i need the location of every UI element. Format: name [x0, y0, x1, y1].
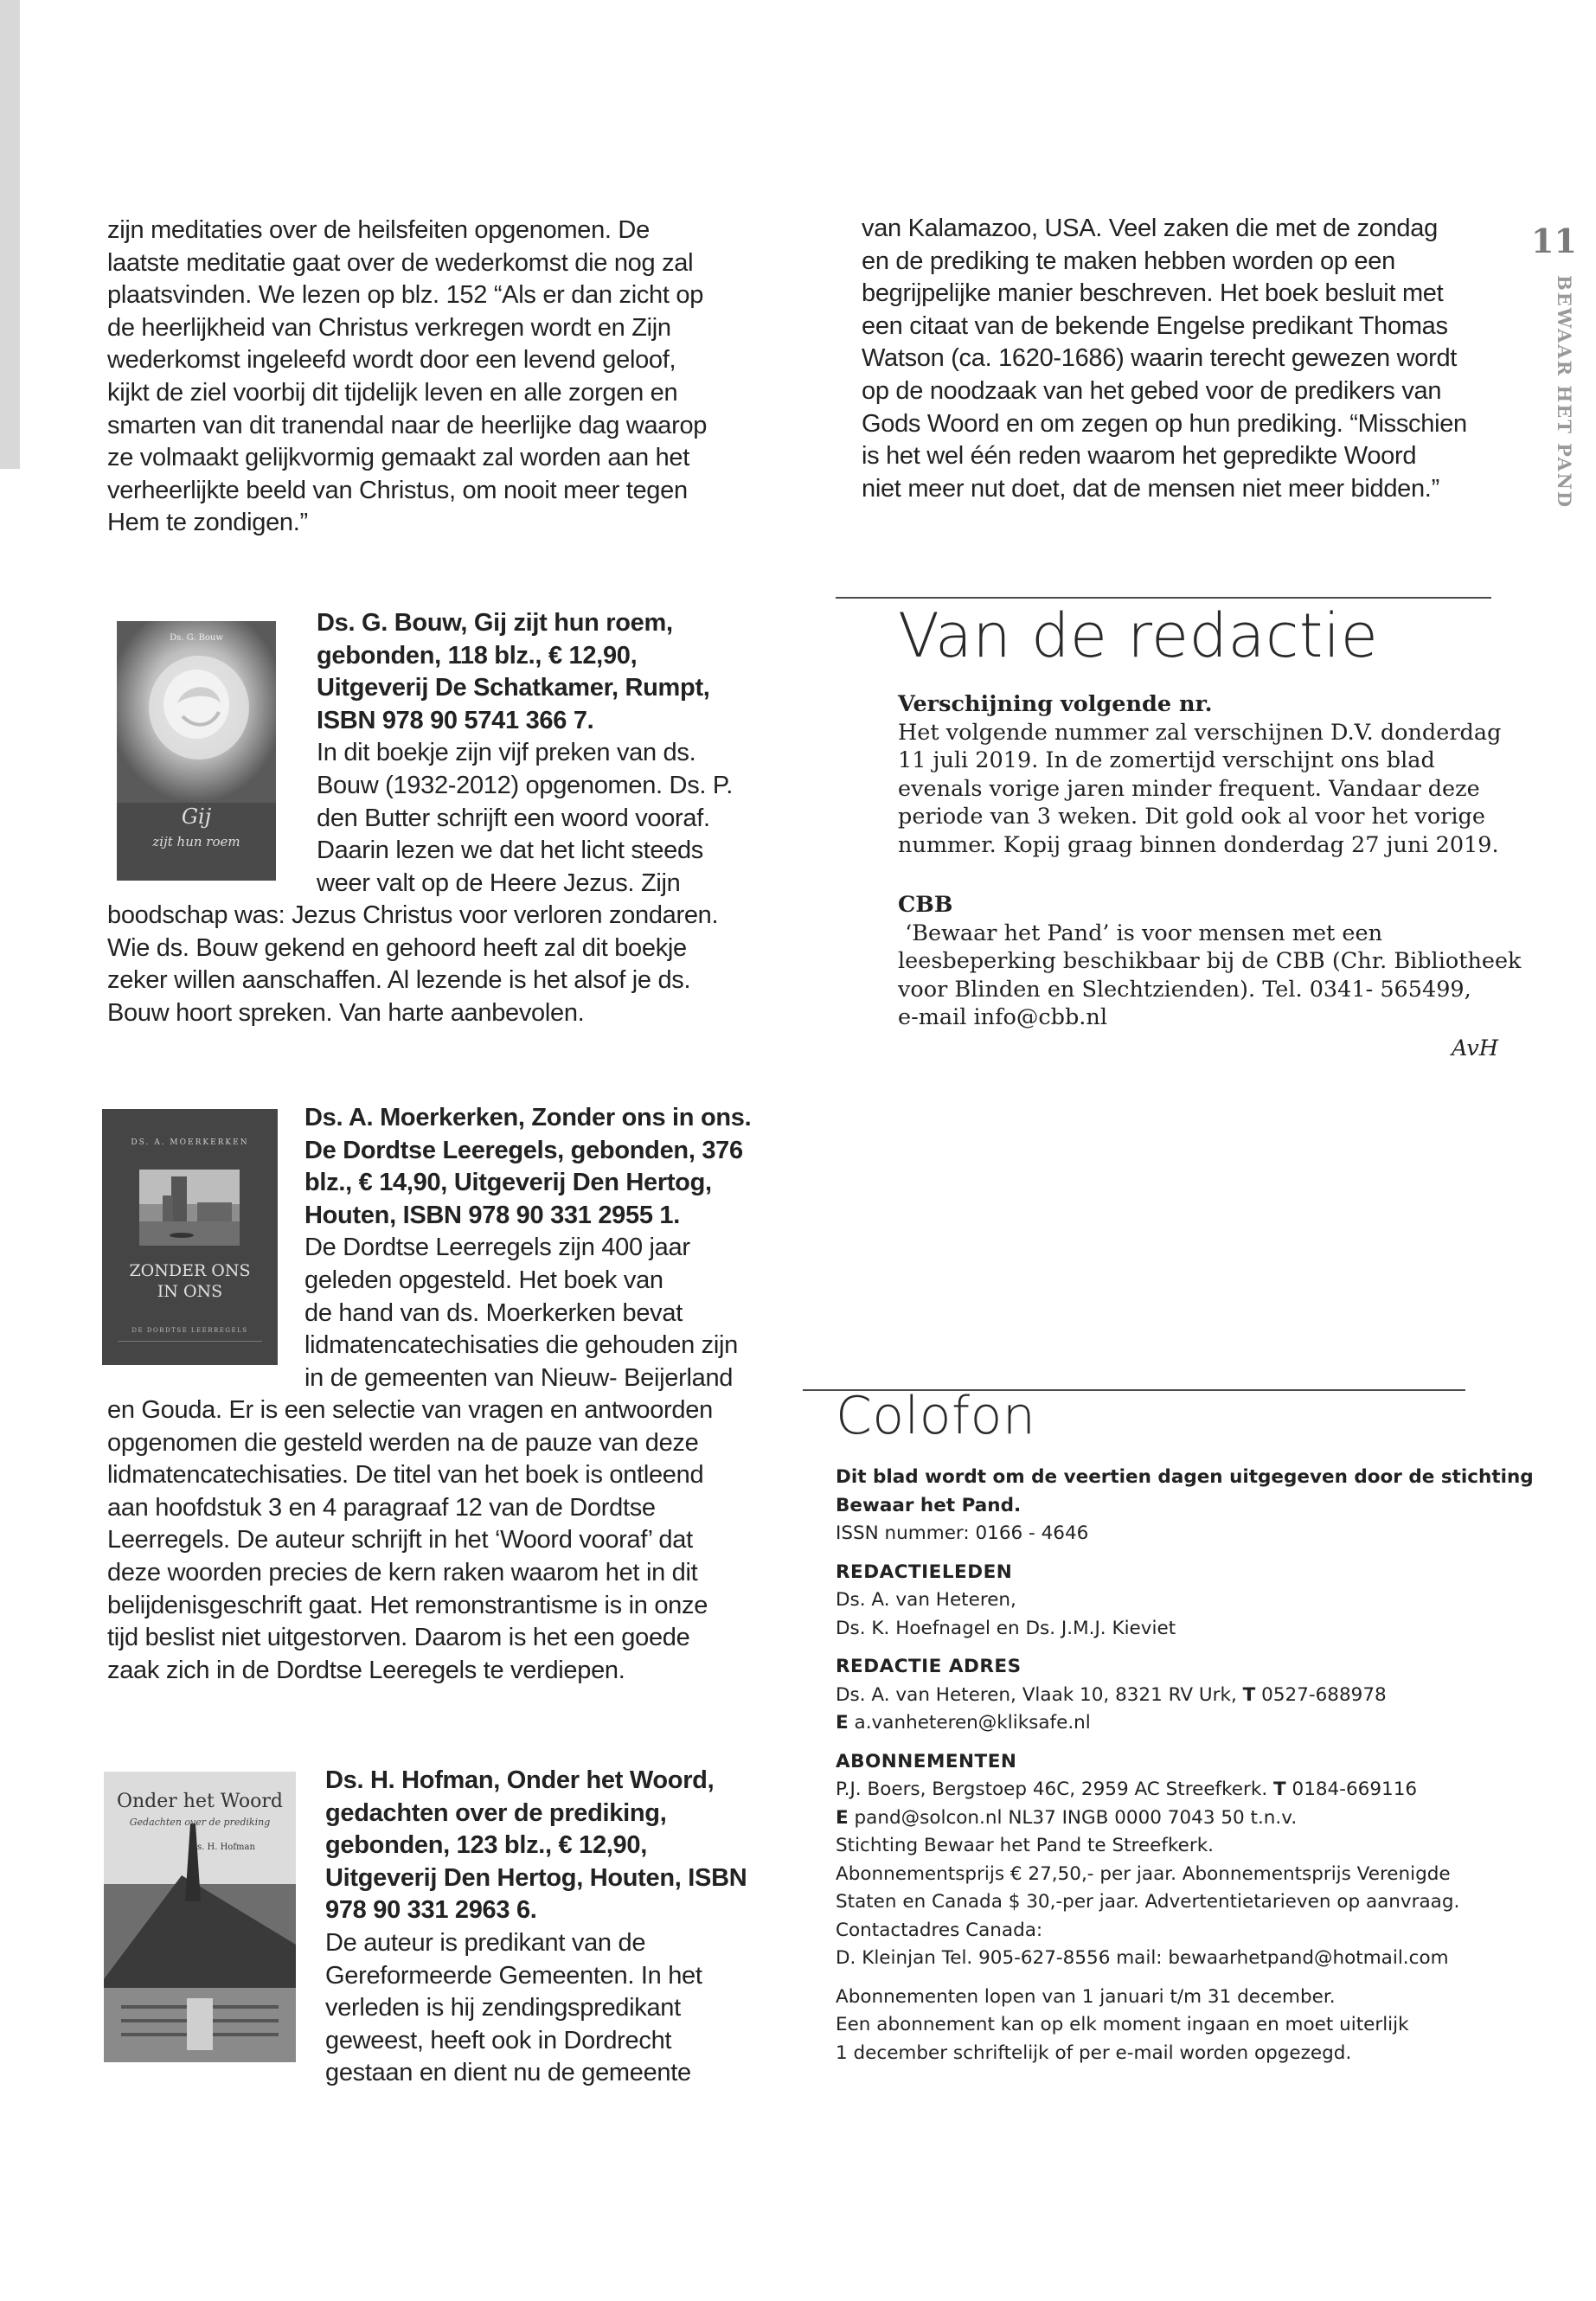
text-line: niet meer nut doet, dat de mensen niet meer bidden.” — [862, 474, 1439, 503]
cover-author: Ds. H. Hofman — [190, 1843, 255, 1852]
cover-title: Onder het Woord — [116, 1791, 284, 1812]
book-bold-line: Houten, ISBN 978 90 331 2955 1. — [304, 1201, 680, 1229]
phone-label: T — [1273, 1779, 1286, 1800]
text-line: wederkomst ingeleefd wordt door een levend geloof, — [107, 346, 676, 375]
book-bold-line: Ds. A. Moerkerken, Zonder ons in ons. — [304, 1104, 752, 1131]
text-line: tijd beslist niet uitgestorven. Daarom is het een goede — [107, 1624, 690, 1652]
running-head: BEWAAR HET PAND — [1554, 275, 1575, 510]
text-line: begrijpelijke manier beschreven. Het boek besluit met — [862, 279, 1444, 308]
text-line: Abonnementsprijs € 27,50,- per jaar. Abonnementsprijs Verenigde — [836, 1862, 1451, 1885]
text-line: gestaan en dient nu de gemeente — [325, 2059, 691, 2087]
text-line: Staten en Canada $ 30,-per jaar. Advertentietarieven op aanvraag. — [836, 1891, 1460, 1913]
section-divider — [836, 597, 1491, 599]
book-bold-line: gedachten over de prediking, — [325, 1798, 667, 1827]
text-line: voor Blinden en Slechtzienden). Tel. 0341- 565499, — [898, 976, 1471, 1003]
cover-title: ZONDER ONS — [129, 1261, 251, 1280]
book-cover-hofman — [104, 1772, 296, 2062]
text-line: Ds. K. Hoefnagel en Ds. J.M.J. Kieviet — [836, 1617, 1176, 1639]
book-bold-line: Ds. H. Hofman, Onder het Woord, — [325, 1766, 715, 1794]
text-line: lidmatencatechisaties. De titel van het boek is ontleend — [107, 1461, 704, 1490]
book-bold-line: De Dordtse Leeregels, gebonden, 376 — [304, 1136, 743, 1164]
book-bold-line: gebonden, 118 blz., € 12,90, — [317, 641, 638, 670]
text-line: verheerlijkte beeld van Christus, om nooit meer tegen — [107, 476, 688, 504]
text-line: Gereformeerde Gemeenten. In het — [325, 1961, 702, 1990]
cover-title-line2: IN ONS — [157, 1282, 223, 1301]
right-intro-paragraph — [862, 213, 1467, 505]
book-bold-line: blz., € 14,90, Uitgeverij Den Hertog, — [304, 1169, 712, 1197]
text-line: een citaat van de bekende Engelse predikant Thomas — [862, 311, 1448, 340]
text-line: verleden is hij zendingspredikant — [325, 1994, 681, 2022]
issn-number: ISSN nummer: 0166 - 4646 — [836, 1522, 1089, 1544]
book-cover-moerkerken — [102, 1109, 278, 1365]
email-line — [836, 1709, 1519, 1738]
cover-title: Gij — [181, 804, 212, 829]
text-line: e-mail info@cbb.nl — [898, 1004, 1107, 1030]
text-line: Het volgende nummer zal verschijnen D.V. donderdag — [898, 719, 1502, 746]
email-label: E — [836, 1712, 849, 1734]
text-line: Een abonnement kan op elk moment ingaan en moet uiterlijk — [836, 2014, 1409, 2035]
redactie-signature: AvH — [1452, 1035, 1499, 1061]
email-address: a.vanheteren@kliksafe.nl — [854, 1712, 1091, 1734]
text-line: is het wel één reden waarom het gepredikte Woord — [862, 442, 1417, 471]
text-line: en Gouda. Er is een selectie van vragen en antwoorden — [107, 1396, 713, 1424]
book-bold-line: ISBN 978 90 5741 366 7. — [317, 706, 594, 734]
text-line: zaak zich in de Dordtse Leeregels te verdiepen. — [107, 1656, 625, 1684]
text-line: boodschap was: Jezus Christus voor verloren zondaren. — [107, 901, 719, 929]
text-line: Daarin lezen we dat het licht steeds — [317, 836, 704, 865]
text-line: 1 december schriftelijk of per e-mail worden opgezegd. — [836, 2041, 1352, 2064]
text-line: Bouw (1932-2012) opgenomen. Ds. P. — [317, 771, 733, 799]
text-line: Bouw hoort spreken. Van harte aanbevolen. — [107, 998, 585, 1027]
book-moerkerken-continued — [107, 1394, 713, 1687]
address-text: P.J. Boers, Bergstoep 46C, 2959 AC Streefkerk. — [836, 1779, 1268, 1800]
colofon-intro: Bewaar het Pand. — [836, 1494, 1022, 1516]
redactie-subheading: Verschijning volgende nr. — [898, 691, 1213, 717]
text-line: Watson (ca. 1620-1686) waarin terecht gewezen wordt — [862, 344, 1458, 373]
text-line: De auteur is predikant van de — [325, 1928, 646, 1957]
text-line: de hand van ds. Moerkerken bevat — [304, 1298, 683, 1327]
text-line: D. Kleinjan Tel. 905-627-8556 mail: bewaarhetpand@hotmail.com — [836, 1947, 1449, 1969]
text-line: Contactadres Canada: — [836, 1919, 1043, 1941]
text-line: lidmatencatechisaties die gehouden zijn — [304, 1331, 738, 1360]
text-line: ‘Bewaar het Pand’ is voor mensen met een — [898, 920, 1382, 946]
subscription-address-line — [836, 1776, 1519, 1804]
text-line: van Kalamazoo, USA. Veel zaken die met de zondag — [862, 215, 1438, 242]
text-line: deze woorden precies de kern raken waarom het in dit — [107, 1558, 698, 1586]
colofon-intro: Dit blad wordt om de veertien dagen uitgegeven door de stichting — [836, 1466, 1534, 1488]
text-line: kijkt de ziel voorbij dit tijdelijk leven en alle zorgen en — [107, 378, 678, 407]
book-bouw-description — [317, 607, 733, 900]
redactie-subheading: CBB — [898, 892, 953, 918]
colofon-heading: REDACTIELEDEN — [836, 1561, 1013, 1583]
address-text: Ds. A. van Heteren, Vlaak 10, 8321 RV Urk, — [836, 1683, 1237, 1706]
text-line: leesbeperking beschikbaar bij de CBB (Chr. Bibliotheek — [898, 948, 1522, 974]
text-line: den Butter schrijft een woord vooraf. — [317, 804, 710, 832]
text-line: belijdenisgeschrift gaat. Het remonstrantisme is in onze — [107, 1591, 708, 1619]
left-intro-paragraph — [107, 215, 707, 540]
text-line: evenals vorige jaren minder frequent. Vandaar deze — [898, 775, 1480, 802]
text-line: weer valt op de Heere Jezus. Zijn — [317, 868, 681, 897]
text-line: op de noodzaak van het gebed voor de predikers van — [862, 376, 1442, 405]
book-cover-bouw — [117, 621, 276, 881]
text-line: opgenomen die gesteld werden na de pauze van deze — [107, 1428, 699, 1457]
text-line: Hem te zondigen.” — [107, 509, 308, 537]
cover-author: DS. A. MOERKERKEN — [131, 1138, 249, 1147]
colofon-heading: REDACTIE ADRES — [836, 1656, 1022, 1677]
phone-number: 0184-669116 — [1292, 1779, 1418, 1800]
sidebar-accent-bar — [0, 0, 20, 469]
text-line: De Dordtse Leerregels zijn 400 jaar — [304, 1234, 690, 1262]
address-line — [836, 1682, 1519, 1710]
cover-subtitle: DE DORDTSE LEERREGELS — [131, 1327, 248, 1334]
text-line: geweest, heeft ook in Dordrecht — [325, 2026, 672, 2054]
text-line: 11 juli 2019. In de zomertijd verschijnt ons blad — [898, 747, 1435, 773]
text-line: zeker willen aanschaffen. Al lezende is het alsof je ds. — [107, 966, 691, 995]
book-bold-line: Uitgeverij De Schatkamer, Rumpt, — [317, 674, 710, 702]
book-moerkerken-description — [304, 1102, 751, 1394]
text-line: Wie ds. Bouw gekend en gehoord heeft zal dit boekje — [107, 933, 687, 962]
page-number: 11 — [1531, 221, 1577, 260]
church-illustration — [104, 1772, 296, 2062]
text-line: Gods Woord en om zegen op hun prediking. “Misschien — [862, 409, 1467, 438]
text-line: In dit boekje zijn vijf preken van ds. — [317, 739, 696, 767]
text-line: in de gemeenten van Nieuw- Beijerland — [304, 1363, 734, 1392]
book-bold-line: Uitgeverij Den Hertog, Houten, ISBN — [325, 1863, 747, 1892]
cover-subtitle: Gedachten over de prediking — [129, 1817, 271, 1828]
book-bold-line: 978 90 331 2963 6. — [325, 1896, 537, 1925]
subscription-email-line — [836, 1804, 1519, 1833]
cover-subtitle: zijt hun roem — [152, 834, 240, 849]
text-line: zijn meditaties over de heilsfeiten opgenomen. De — [107, 216, 650, 244]
email-bank: pand@solcon.nl NL37 INGB 0000 7043 50 t.n.v. — [854, 1806, 1298, 1829]
redactie-section-cbb — [898, 891, 1522, 1032]
text-line: smarten van dit tranendal naar de heerlijke dag waarop — [107, 411, 708, 439]
text-line: de heerlijkheid van Christus verkregen wordt en Zijn — [107, 313, 671, 342]
redactie-title: Van de redactie — [898, 600, 1379, 671]
text-line: Leerregels. De auteur schrijft in het ‘Woord vooraf’ dat — [107, 1526, 693, 1554]
phone-label: T — [1242, 1683, 1256, 1706]
redactie-section-next-issue — [898, 690, 1501, 859]
colofon-title: Colofon — [836, 1386, 1036, 1446]
book-bold-line: gebonden, 123 blz., € 12,90, — [325, 1831, 647, 1860]
cover-author: Ds. G. Bouw — [170, 633, 223, 643]
text-line: Stichting Bewaar het Pand te Streefkerk. — [836, 1835, 1214, 1856]
text-line: Ds. A. van Heteren, — [836, 1589, 1016, 1611]
book-bouw-continued — [107, 900, 718, 1029]
text-line: Abonnementen lopen van 1 januari t/m 31 december. — [836, 1985, 1336, 2008]
colofon-body — [836, 1464, 1534, 2067]
text-line: aan hoofdstuk 3 en 4 paragraaf 12 van de Dordtse — [107, 1493, 656, 1522]
text-line: plaatsvinden. We lezen op blz. 152 “Als er dan zicht op — [107, 281, 704, 310]
text-line: laatste meditatie gaat over de wederkomst die nog zal — [107, 248, 694, 277]
text-line: ze volmaakt gelijkvormig gemaakt zal worden aan het — [107, 444, 689, 472]
text-line: geleden opgesteld. Het boek van — [304, 1266, 663, 1294]
book-hofman-description — [325, 1765, 747, 2090]
text-line: nummer. Kopij graag binnen donderdag 27 juni 2019. — [898, 831, 1499, 858]
phone-number: 0527-688978 — [1261, 1683, 1387, 1706]
book-bold-line: Ds. G. Bouw, Gij zijt hun roem, — [317, 609, 673, 637]
colofon-heading: ABONNEMENTEN — [836, 1750, 1017, 1772]
text-line: periode van 3 weken. Dit gold ook al voor het vorige — [898, 804, 1485, 830]
text-line: en de prediking te maken hebben worden op een — [862, 247, 1395, 275]
email-label: E — [836, 1806, 849, 1829]
